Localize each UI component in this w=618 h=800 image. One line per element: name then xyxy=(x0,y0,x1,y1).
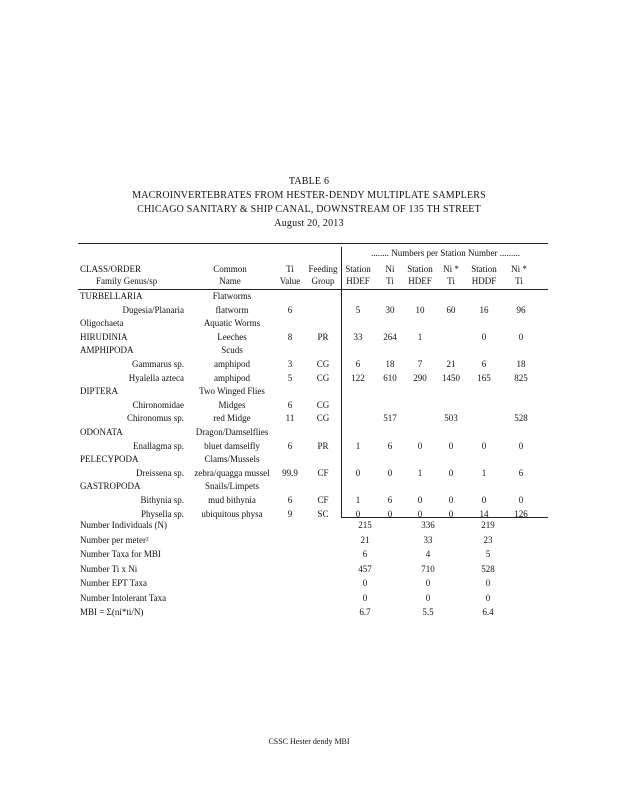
station-value: 18 xyxy=(516,359,526,369)
common-name: zebra/quagga mussel xyxy=(194,467,270,478)
summary-station-2: 4 xyxy=(425,549,431,559)
class-name: Oligochaeta xyxy=(80,318,124,329)
common-name: Aquatic Worms xyxy=(203,318,261,329)
numbers-banner-text: Numbers per Station Number xyxy=(391,248,498,258)
common-name: Leeches xyxy=(217,331,247,342)
taxon-name: Gammarus sp. xyxy=(132,359,184,369)
banner-dots-left: ........ xyxy=(371,248,389,258)
header-station-2: Station xyxy=(407,264,433,274)
taxon-name: Dugesia/Planaria xyxy=(122,304,184,315)
station-value: 6 xyxy=(518,467,524,478)
station-value: 6 xyxy=(387,495,393,505)
header-station-3: Station xyxy=(471,264,497,274)
summary-station-1: 6.7 xyxy=(359,607,371,617)
ti-value: 6 xyxy=(287,399,293,410)
header-class-order: CLASS/ORDER xyxy=(80,264,142,274)
header-top-rule xyxy=(78,243,548,244)
feeding-group: CF xyxy=(317,495,329,505)
summary-label: Number Individuals (N) xyxy=(80,520,167,530)
summary-label: Number Intolerant Taxa xyxy=(80,592,167,603)
header-ni-2: Ni * xyxy=(443,264,459,274)
station-value: 10 xyxy=(415,304,425,315)
summary-station-1: 0 xyxy=(362,578,368,588)
station-value: 1 xyxy=(481,467,487,478)
summary-station-3: 0 xyxy=(485,592,491,603)
taxon-name: Physella sp. xyxy=(140,508,184,519)
summary-station-2: 336 xyxy=(421,520,435,530)
page-footer: CSSC Hester dendy MBI xyxy=(268,737,350,746)
station-value: 0 xyxy=(417,495,423,505)
summary-station-1: 6 xyxy=(362,549,368,559)
header-station-3-id: HDDF xyxy=(471,276,497,286)
common-name: Clams/Mussels xyxy=(204,454,260,465)
class-name: DIPTERA xyxy=(80,386,118,397)
taxon-name: Enallagma sp. xyxy=(133,440,184,451)
summary-station-3: 528 xyxy=(481,563,495,574)
station-value: 60 xyxy=(446,304,456,315)
station-value: 0 xyxy=(481,440,487,451)
summary-station-3: 6.4 xyxy=(482,607,494,617)
station-value: 0 xyxy=(481,331,487,342)
taxon-name: Dreissena sp. xyxy=(136,467,184,478)
feeding-group: PR xyxy=(317,331,329,342)
station-value: 6 xyxy=(387,440,393,451)
station-value: 0 xyxy=(481,495,487,505)
station-value: 503 xyxy=(444,413,458,424)
station-value: 0 xyxy=(518,495,524,505)
summary-station-3: 23 xyxy=(483,534,493,545)
header-family-genus: Family Genus/sp xyxy=(96,276,158,286)
summary-station-1: 215 xyxy=(358,520,372,530)
summary-station-2: 710 xyxy=(421,563,435,574)
feeding-group: CG xyxy=(316,399,330,410)
table-subtitle: CHICAGO SANITARY & SHIP CANAL, DOWNSTREAM OF 135 TH STREET xyxy=(137,204,481,215)
station-value: 122 xyxy=(351,372,365,383)
header-common: Common xyxy=(213,264,247,274)
station-value: 290 xyxy=(413,372,427,383)
station-value: 18 xyxy=(385,359,395,369)
station-value: 0 xyxy=(448,440,454,451)
class-name: HIRUDINIA xyxy=(80,331,128,342)
ti-value: 5 xyxy=(287,372,293,383)
taxon-name: Chironomidae xyxy=(132,399,184,410)
ti-value: 8 xyxy=(287,331,293,342)
feeding-group: CG xyxy=(316,413,330,424)
feeding-group: CF xyxy=(317,467,329,478)
table-number: TABLE 6 xyxy=(288,176,330,187)
class-name: TURBELLARIA xyxy=(80,291,143,301)
station-value: 7 xyxy=(417,359,423,369)
common-name: amphipod xyxy=(214,359,250,369)
station-value: 21 xyxy=(446,359,456,369)
taxon-name: Bithynia sp. xyxy=(140,495,184,505)
common-name: Scuds xyxy=(221,345,243,356)
summary-station-3: 0 xyxy=(485,578,491,588)
ti-value: 99.9 xyxy=(282,467,298,478)
ti-value: 6 xyxy=(287,304,293,315)
header-bottom-rule xyxy=(78,289,548,290)
station-value: 6 xyxy=(355,359,361,369)
ti-value: 6 xyxy=(287,495,293,505)
station-value: 0 xyxy=(518,440,524,451)
station-value: 0 xyxy=(387,508,393,519)
summary-label: MBI = Σ(ni*ti/N) xyxy=(80,607,144,617)
common-name: Midges xyxy=(218,399,246,410)
common-name: mud bithynia xyxy=(208,495,256,505)
station-value: 14 xyxy=(479,508,489,519)
summary-label: Number EPT Taxa xyxy=(80,578,148,588)
station-value: 0 xyxy=(355,467,361,478)
summary-station-3: 219 xyxy=(481,520,495,530)
station-value: 6 xyxy=(481,359,487,369)
class-name: GASTROPODA xyxy=(80,481,141,492)
station-value: 0 xyxy=(448,508,454,519)
station-value: 5 xyxy=(355,304,361,315)
station-value: 264 xyxy=(383,331,397,342)
header-group: Group xyxy=(311,276,335,286)
ti-value: 9 xyxy=(287,508,293,519)
common-name: bluet damselfly xyxy=(204,440,260,451)
station-value: 0 xyxy=(448,495,454,505)
header-station-2-id: HDEF xyxy=(408,276,432,286)
common-name: Snails/Limpets xyxy=(205,481,259,492)
summary-label: Number Taxa for MBI xyxy=(80,549,161,559)
summary-station-1: 457 xyxy=(358,563,372,574)
header-station-1-id: HDEF xyxy=(346,276,370,286)
header-name: Name xyxy=(219,276,241,286)
station-value: 126 xyxy=(514,508,528,519)
common-name: Flatworms xyxy=(212,291,252,301)
banner-dots-right: ......... xyxy=(499,248,520,258)
summary-station-1: 0 xyxy=(362,592,368,603)
station-value: 1 xyxy=(417,331,423,342)
feeding-group: SC xyxy=(317,508,329,519)
station-value: 0 xyxy=(417,440,423,451)
summary-station-3: 5 xyxy=(485,549,491,559)
common-name: flatworm xyxy=(215,304,249,315)
station-value: 1 xyxy=(355,440,361,451)
numbers-banner xyxy=(343,248,548,258)
feeding-group: CG xyxy=(316,359,330,369)
summary-label: Number Ti x Ni xyxy=(80,563,138,574)
table-title: MACROINVERTEBRATES FROM HESTER-DENDY MULTIPLATE SAMPLERS xyxy=(132,190,486,201)
taxon-name: Chironomus sp. xyxy=(126,413,184,424)
header-feeding: Feeding xyxy=(308,264,338,274)
common-name: ubiquitous physa xyxy=(201,508,263,519)
header-ti: Ti xyxy=(286,264,294,274)
feeding-group: PR xyxy=(317,440,329,451)
header-ni-1: Ni xyxy=(385,264,395,274)
header-ti-2: Ti xyxy=(447,276,455,286)
station-value: 0 xyxy=(518,331,524,342)
class-name: ODONATA xyxy=(80,427,123,437)
summary-station-1: 21 xyxy=(360,534,370,545)
class-name: AMPHIPODA xyxy=(80,345,134,356)
taxon-name: Hyalella azteca xyxy=(128,372,184,383)
header-ni-3: Ni * xyxy=(511,264,527,274)
table-date: August 20, 2013 xyxy=(274,218,344,229)
station-value: 165 xyxy=(477,372,491,383)
summary-station-2: 0 xyxy=(425,578,431,588)
station-value: 96 xyxy=(516,304,526,315)
header-ti-3: Ti xyxy=(515,276,523,286)
station-value: 33 xyxy=(353,331,363,342)
station-value: 610 xyxy=(383,372,397,383)
header-ti-1: Ti xyxy=(386,276,394,286)
ti-value: 6 xyxy=(287,440,293,451)
ti-value: 3 xyxy=(287,359,293,369)
station-value: 30 xyxy=(385,304,395,315)
common-name: red Midge xyxy=(213,413,251,424)
station-value: 517 xyxy=(383,413,397,424)
station-value: 0 xyxy=(387,467,393,478)
feeding-group: CG xyxy=(316,372,330,383)
summary-station-2: 33 xyxy=(423,534,433,545)
common-name: Dragon/Damselflies xyxy=(195,427,269,437)
station-value: 1 xyxy=(355,495,361,505)
common-name: amphipod xyxy=(214,372,250,383)
class-name: PELECYPODA xyxy=(80,454,139,465)
station-value: 16 xyxy=(479,304,489,315)
header-station-1: Station xyxy=(345,264,371,274)
station-value: 528 xyxy=(514,413,528,424)
summary-label: Number per meter² xyxy=(80,534,149,545)
station-value: 1450 xyxy=(442,372,460,383)
ti-value: 11 xyxy=(285,413,295,424)
station-value: 1 xyxy=(417,467,423,478)
station-value: 0 xyxy=(355,508,361,519)
summary-station-2: 5.5 xyxy=(422,607,434,617)
summary-station-2: 0 xyxy=(425,592,431,603)
station-value: 0 xyxy=(417,508,423,519)
station-value: 0 xyxy=(448,467,454,478)
header-value: Value xyxy=(279,276,301,286)
station-value: 825 xyxy=(514,372,528,383)
common-name: Two Winged Flies xyxy=(199,386,265,397)
